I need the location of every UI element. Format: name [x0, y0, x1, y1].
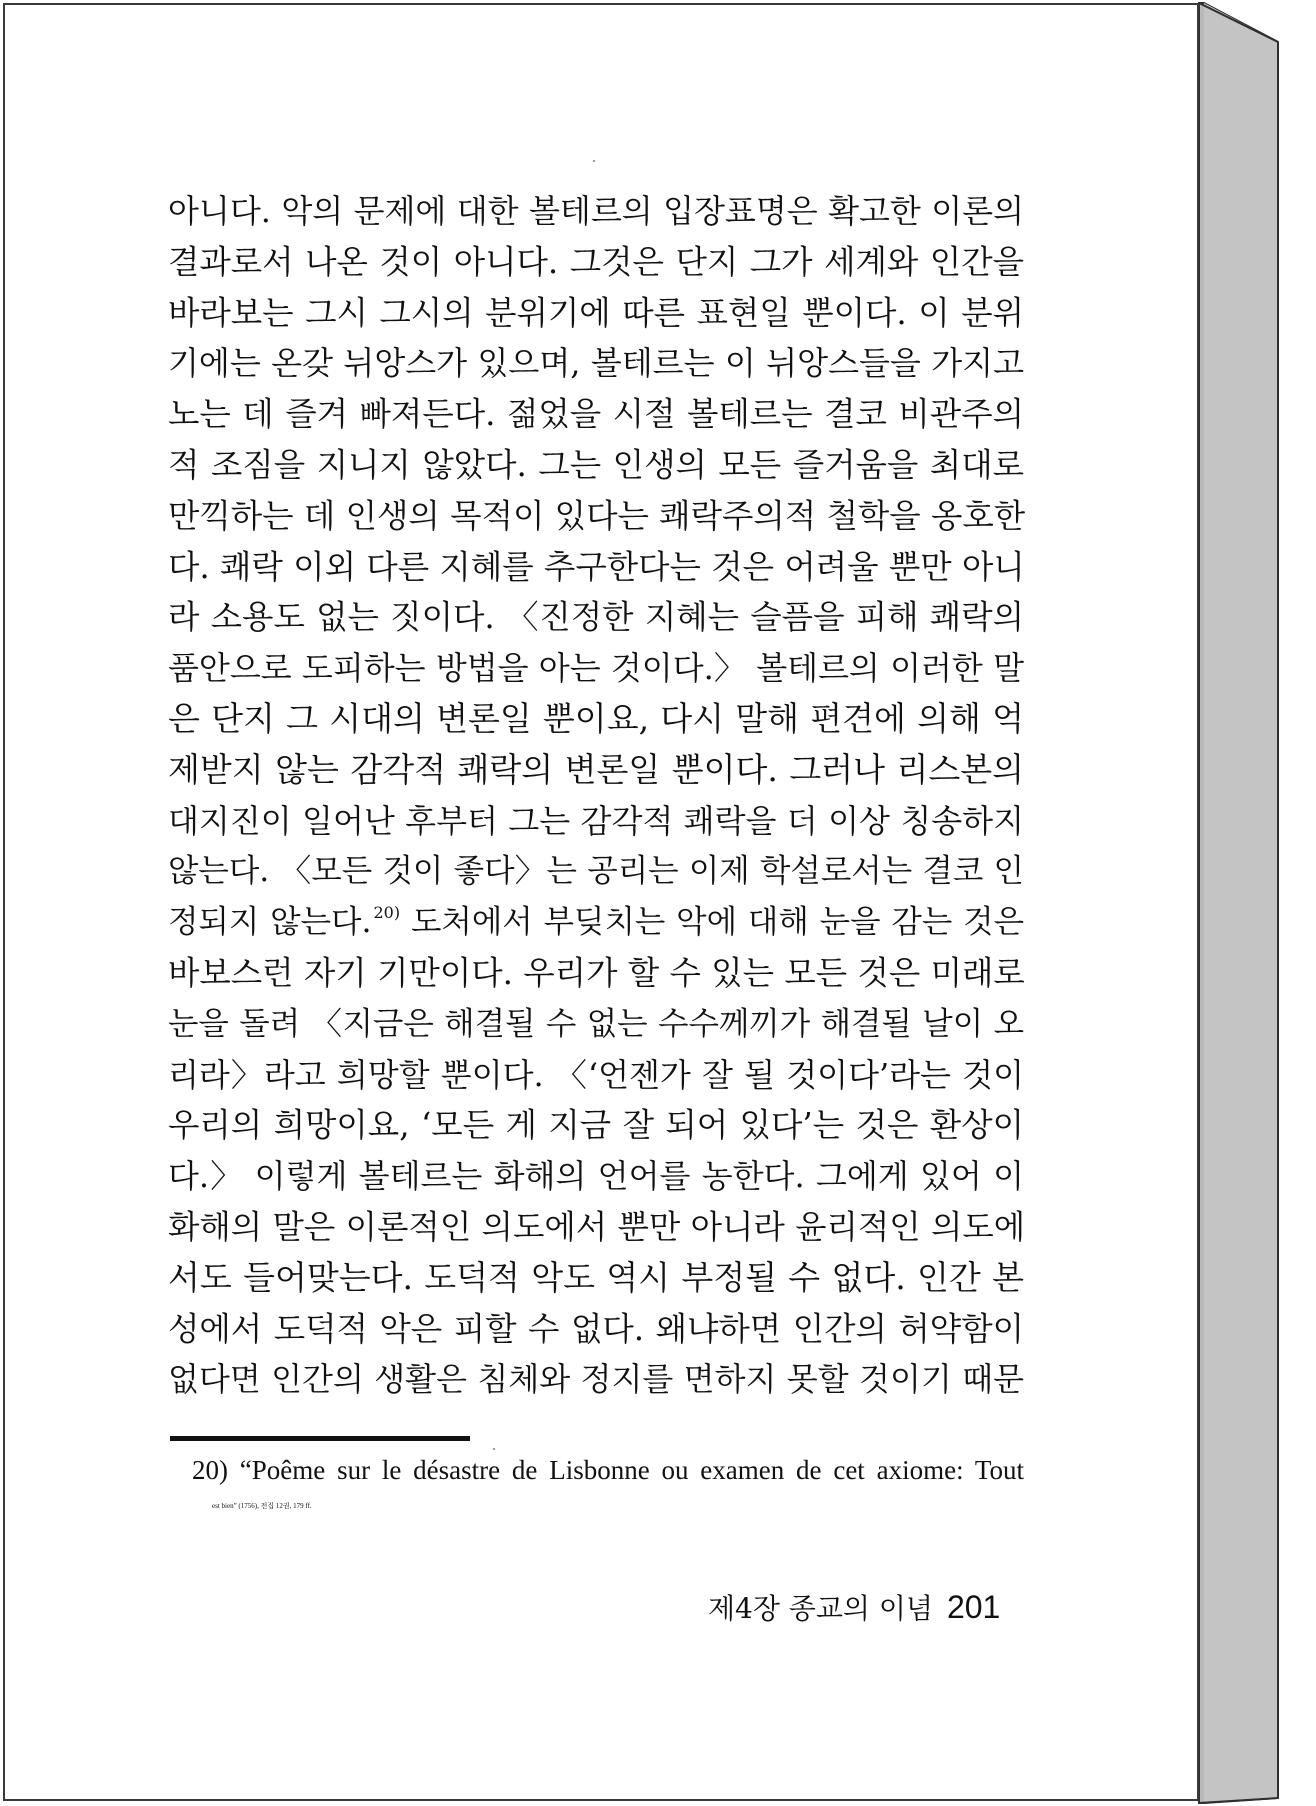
text-line: 바보스런 자기 기만이다. 우리가 할 수 있는 모든 것은 미래로 — [168, 953, 1025, 992]
text-line: 제받지 않는 감각적 쾌락의 변론일 뿐이다. 그러나 리스본의 — [168, 749, 1024, 789]
text-line: 라 소용도 없는 짓이다. 〈진정한 지혜는 슬픔을 피해 쾌락의 — [168, 598, 1024, 637]
text-line: 눈을 돌려 〈지금은 해결될 수 없는 수수께끼가 해결될 날이 오 — [168, 1005, 1024, 1042]
text-line: 노는 데 즐겨 빠져든다. 젊었을 시절 볼테르는 결코 비관주의 — [168, 395, 1024, 434]
page-number: 201 — [946, 1589, 1001, 1625]
footnote-line: 20) “Poême sur le désastre de Lisbonne ou examen de cet axiome: Tout — [192, 1455, 1024, 1485]
footnote — [192, 1452, 1024, 1524]
text-line: 만끽하는 데 인생의 목적이 있다는 쾌락주의적 철학을 옹호한 — [168, 496, 1026, 535]
text-line: 기에는 온갖 뉘앙스가 있으며, 볼테르는 이 뉘앙스들을 가지고 — [168, 344, 1024, 383]
scan-speck — [493, 1448, 495, 1450]
scan-speck — [593, 160, 595, 162]
text-line: 성에서 도덕적 악은 피할 수 없다. 왜냐하면 인간의 허약함이 — [168, 1309, 1024, 1348]
text-line: 서도 들어맞는다. 도덕적 악도 역시 부정될 수 없다. 인간 본 — [168, 1257, 1024, 1297]
text-line: 없다면 인간의 생활은 침체와 정지를 면하지 못할 것이기 때문 — [168, 1360, 1024, 1399]
text-segment: 도처에서 부딪치는 악에 대해 눈을 감는 것은 — [410, 904, 1025, 941]
footnote-line: est bien” (1756), 전집 12권, 179 ff. — [212, 1502, 312, 1510]
text-line: 아니다. 악의 문제에 대한 볼테르의 입장표명은 확고한 이론의 — [168, 192, 1024, 230]
running-footer — [708, 1587, 1008, 1627]
footnote-separator — [170, 1436, 470, 1441]
footnote-reference: 20) — [373, 903, 401, 923]
text-line-with-footnote — [168, 897, 1024, 948]
text-line: 우리의 희망이요, ‘모든 게 지금 잘 되어 있다’는 것은 환상이 — [168, 1106, 1024, 1145]
text-line: 바라보는 그시 그시의 분위기에 따른 표현일 뿐이다. 이 분위 — [168, 293, 1024, 332]
text-line: 화해의 말은 이론적인 의도에서 뿐만 아니라 윤리적인 의도에 — [168, 1207, 1026, 1246]
text-line: 다.〉 이렇게 볼테르는 화해의 언어를 농한다. 그에게 있어 이 — [168, 1157, 1024, 1196]
text-line: 다. 쾌락 이외 다른 지혜를 추구한다는 것은 어려울 뿐만 아니 — [168, 547, 1025, 586]
text-line: 은 단지 그 시대의 변론일 뿐이요, 다시 말해 편견에 의해 억 — [168, 698, 1024, 738]
body-text — [168, 186, 1024, 1405]
text-line: 적 조짐을 지니지 않았다. 그는 인생의 모든 즐거움을 최대로 — [168, 445, 1024, 484]
chapter-title: 제4장 종교의 이념 — [708, 1592, 933, 1625]
text-line: 결과로서 나온 것이 아니다. 그것은 단지 그가 세계와 인간을 — [168, 242, 1024, 281]
text-line: 않는다. 〈모든 것이 좋다〉는 공리는 이제 학설로서는 결코 인 — [168, 853, 1024, 890]
text-line: 품안으로 도피하는 방법을 아는 것이다.〉 볼테르의 이러한 말 — [168, 649, 1024, 688]
text-line: 대지진이 일어난 후부터 그는 감각적 쾌락을 더 이상 칭송하지 — [168, 801, 1024, 840]
text-segment: 정되지 않는다. — [168, 904, 372, 941]
text-line: 리라〉라고 희망할 뿐이다. 〈‘언젠가 잘 될 것이다’라는 것이 — [168, 1055, 1024, 1094]
